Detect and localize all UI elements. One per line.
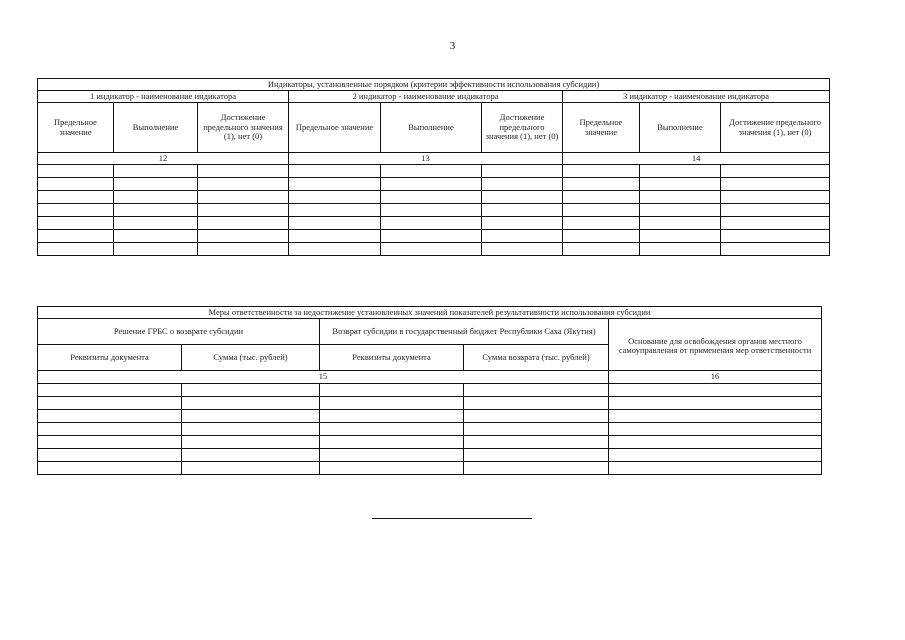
table-cell[interactable] [563, 178, 640, 191]
table-cell[interactable] [640, 178, 721, 191]
table-cell[interactable] [114, 178, 198, 191]
table-cell[interactable] [320, 449, 464, 462]
table-cell[interactable] [38, 165, 114, 178]
decision-amount-header: Сумма (тыс. рублей) [182, 345, 320, 371]
table-cell[interactable] [464, 449, 609, 462]
table-cell[interactable] [640, 204, 721, 217]
table-cell[interactable] [721, 204, 830, 217]
table-cell[interactable] [114, 204, 198, 217]
table-cell[interactable] [721, 178, 830, 191]
column-number-13: 13 [289, 153, 563, 165]
table-cell[interactable] [320, 384, 464, 397]
table-cell[interactable] [640, 230, 721, 243]
table-cell[interactable] [198, 204, 289, 217]
indicator-2-achievement-header: Достижение предельного значения (1), нет (0) [482, 103, 563, 153]
column-number-14: 14 [563, 153, 830, 165]
table-cell[interactable] [114, 217, 198, 230]
table-cell[interactable] [182, 436, 320, 449]
table-cell[interactable] [563, 243, 640, 256]
table-cell[interactable] [320, 397, 464, 410]
table-cell[interactable] [464, 423, 609, 436]
table-cell[interactable] [381, 165, 482, 178]
table-row [38, 449, 822, 462]
indicator-2-performance-header: Выполнение [381, 103, 482, 153]
table-cell[interactable] [114, 191, 198, 204]
table-cell[interactable] [38, 243, 114, 256]
table-cell[interactable] [721, 217, 830, 230]
decision-document-details-header: Реквизиты документа [38, 345, 182, 371]
table-cell[interactable] [482, 204, 563, 217]
table-row [38, 423, 822, 436]
column-number-15: 15 [38, 371, 609, 384]
table-row [38, 436, 822, 449]
indicator-3-header: 3 индикатор - наименование индикатора [563, 91, 830, 103]
indicator-3-achievement-header: Достижение предельного значения (1), нет (0) [721, 103, 830, 153]
table-cell[interactable] [182, 410, 320, 423]
table-cell[interactable] [721, 165, 830, 178]
table-cell[interactable] [563, 204, 640, 217]
separator-line [372, 518, 532, 519]
table-cell[interactable] [563, 217, 640, 230]
table-cell[interactable] [482, 243, 563, 256]
table-row [38, 384, 822, 397]
table-cell[interactable] [609, 397, 822, 410]
table-cell[interactable] [182, 449, 320, 462]
table-cell[interactable] [721, 191, 830, 204]
indicators-table-body [38, 165, 830, 256]
table-cell[interactable] [289, 178, 381, 191]
table-cell[interactable] [38, 204, 114, 217]
indicator-2-limit-header: Предельное значение [289, 103, 381, 153]
indicator-1-header: 1 индикатор - наименование индикатора [38, 91, 289, 103]
table-cell[interactable] [182, 397, 320, 410]
table-row [38, 462, 822, 475]
table-cell[interactable] [38, 423, 182, 436]
indicator-3-limit-header: Предельное значение [563, 103, 640, 153]
table-cell[interactable] [381, 204, 482, 217]
table-cell[interactable] [464, 436, 609, 449]
table-cell[interactable] [38, 230, 114, 243]
indicator-1-performance-header: Выполнение [114, 103, 198, 153]
table-cell[interactable] [381, 230, 482, 243]
table-cell[interactable] [38, 217, 114, 230]
table-cell[interactable] [609, 423, 822, 436]
table-cell[interactable] [482, 165, 563, 178]
table-cell[interactable] [182, 423, 320, 436]
table-cell[interactable] [320, 423, 464, 436]
table-cell[interactable] [289, 204, 381, 217]
return-document-details-header: Реквизиты документа [320, 345, 464, 371]
table-cell[interactable] [464, 410, 609, 423]
table-cell[interactable] [482, 230, 563, 243]
table-cell[interactable] [482, 191, 563, 204]
table-cell[interactable] [289, 191, 381, 204]
table-cell[interactable] [381, 217, 482, 230]
table-cell[interactable] [114, 165, 198, 178]
table-cell[interactable] [289, 243, 381, 256]
table-row [38, 165, 830, 178]
table-cell[interactable] [114, 243, 198, 256]
table-cell[interactable] [609, 462, 822, 475]
table-cell[interactable] [38, 397, 182, 410]
responsibility-table-title: Меры ответственности за недостижение установленных значений показателей результативности использования субсидии [38, 307, 822, 319]
table-cell[interactable] [464, 384, 609, 397]
table-cell[interactable] [640, 165, 721, 178]
table-cell[interactable] [563, 165, 640, 178]
table-cell[interactable] [482, 178, 563, 191]
table-cell[interactable] [320, 410, 464, 423]
table-cell[interactable] [289, 230, 381, 243]
column-number-12: 12 [38, 153, 289, 165]
table-row [38, 243, 830, 256]
table-cell[interactable] [721, 230, 830, 243]
table-cell[interactable] [182, 384, 320, 397]
table-cell[interactable] [381, 191, 482, 204]
table-cell[interactable] [198, 217, 289, 230]
table-cell[interactable] [114, 230, 198, 243]
table-cell[interactable] [198, 165, 289, 178]
table-cell[interactable] [482, 217, 563, 230]
table-cell[interactable] [198, 178, 289, 191]
table-cell[interactable] [38, 384, 182, 397]
indicators-table-title: Индикаторы, установленные порядком (критерии эффективности использования субсидии) [38, 79, 830, 91]
table-cell[interactable] [38, 462, 182, 475]
table-row [38, 204, 830, 217]
grbs-decision-header: Решение ГРБС о возврате субсидии [38, 319, 320, 345]
table-cell[interactable] [563, 191, 640, 204]
table-cell[interactable] [320, 462, 464, 475]
table-cell[interactable] [289, 217, 381, 230]
table-cell[interactable] [38, 410, 182, 423]
indicators-table [37, 78, 830, 256]
table-cell[interactable] [609, 384, 822, 397]
indicator-2-header: 2 индикатор - наименование индикатора [289, 91, 563, 103]
table-cell[interactable] [198, 230, 289, 243]
table-cell[interactable] [464, 462, 609, 475]
indicator-1-limit-header: Предельное значение [38, 103, 114, 153]
table-cell[interactable] [563, 230, 640, 243]
table-cell[interactable] [609, 449, 822, 462]
table-cell[interactable] [38, 178, 114, 191]
table-cell[interactable] [38, 436, 182, 449]
table-cell[interactable] [381, 178, 482, 191]
table-cell[interactable] [640, 191, 721, 204]
table-cell[interactable] [38, 449, 182, 462]
return-amount-header: Сумма возврата (тыс. рублей) [464, 345, 609, 371]
table-cell[interactable] [721, 243, 830, 256]
table-cell[interactable] [640, 243, 721, 256]
responsibility-table-body [38, 384, 822, 475]
table-row [38, 410, 822, 423]
table-cell[interactable] [198, 191, 289, 204]
column-number-16: 16 [609, 371, 822, 384]
table-cell[interactable] [289, 165, 381, 178]
responsibility-table [37, 306, 822, 475]
table-row [38, 217, 830, 230]
table-cell[interactable] [609, 410, 822, 423]
table-cell[interactable] [640, 217, 721, 230]
table-cell[interactable] [381, 243, 482, 256]
table-cell[interactable] [38, 191, 114, 204]
table-row [38, 397, 822, 410]
table-cell[interactable] [198, 243, 289, 256]
exemption-basis-header: Основание для освобождения органов местного самоуправления от применения мер ответственности [609, 319, 822, 371]
table-cell[interactable] [320, 436, 464, 449]
indicator-1-achievement-header: Достижение предельного значения (1), нет (0) [198, 103, 289, 153]
table-row [38, 230, 830, 243]
page-number: 3 [449, 40, 456, 52]
table-cell[interactable] [464, 397, 609, 410]
table-cell[interactable] [182, 462, 320, 475]
subsidy-return-header: Возврат субсидии в государственный бюджет Республики Саха (Якутия) [320, 319, 609, 345]
table-row [38, 178, 830, 191]
table-row [38, 191, 830, 204]
indicator-3-performance-header: Выполнение [640, 103, 721, 153]
table-cell[interactable] [609, 436, 822, 449]
